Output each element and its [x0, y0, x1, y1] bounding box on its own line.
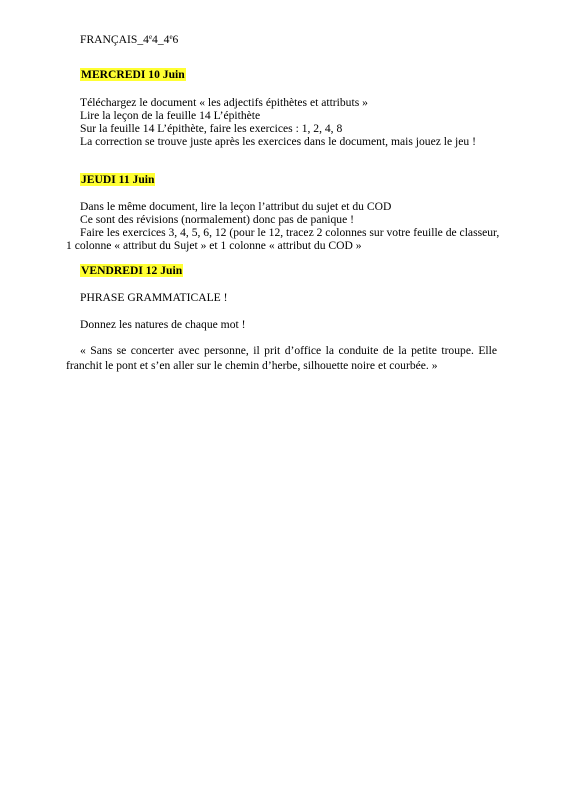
wednesday-line-1: Téléchargez le document « les adjectifs épithètes et attributs »: [80, 96, 368, 109]
friday-instruction: Donnez les natures de chaque mot !: [80, 318, 246, 331]
thursday-line-4: 1 colonne « attribut du Sujet » et 1 colonne « attribut du COD »: [66, 239, 362, 252]
title-superscript-1: e: [148, 33, 153, 41]
friday-quote-line-2: franchit le pont et s’en aller sur le chemin d’herbe, silhouette noire et courbée. »: [66, 359, 438, 372]
friday-section: [80, 264, 183, 277]
thursday-line-2: Ce sont des révisions (normalement) donc pas de panique !: [80, 213, 354, 226]
wednesday-line-2: Lire la leçon de la feuille 14 L’épithète: [80, 109, 261, 122]
wednesday-line-3: Sur la feuille 14 L’épithète, faire les exercices : 1, 2, 4, 8: [80, 122, 343, 135]
title-suffix: 6: [172, 33, 179, 46]
wednesday-section: [80, 68, 186, 81]
document-title: [80, 33, 178, 46]
title-middle: 4_4: [152, 33, 170, 46]
title-superscript-2: e: [169, 33, 173, 41]
thursday-heading: JEUDI 11 Juin: [81, 173, 155, 186]
wednesday-line-4: La correction se trouve juste après les exercices dans le document, mais jouez le jeu !: [80, 135, 476, 148]
thursday-line-3: Faire les exercices 3, 4, 5, 6, 12 (pour le 12, tracez 2 colonnes sur votre feuille de classeur,: [80, 226, 500, 239]
friday-quote-line-1: « Sans se concerter avec personne, il prit d’office la conduite de la petite troupe. Elle: [80, 344, 497, 357]
friday-heading: VENDREDI 12 Juin: [81, 264, 183, 277]
thursday-line-1: Dans le même document, lire la leçon l’attribut du sujet et du COD: [80, 200, 392, 213]
wednesday-heading: MERCREDI 10 Juin: [81, 68, 185, 81]
friday-phrase-title: PHRASE GRAMMATICALE !: [80, 291, 228, 304]
friday-quote: [66, 343, 497, 373]
title-prefix: FRANÇAIS_4: [80, 33, 149, 46]
thursday-section: [80, 173, 155, 186]
